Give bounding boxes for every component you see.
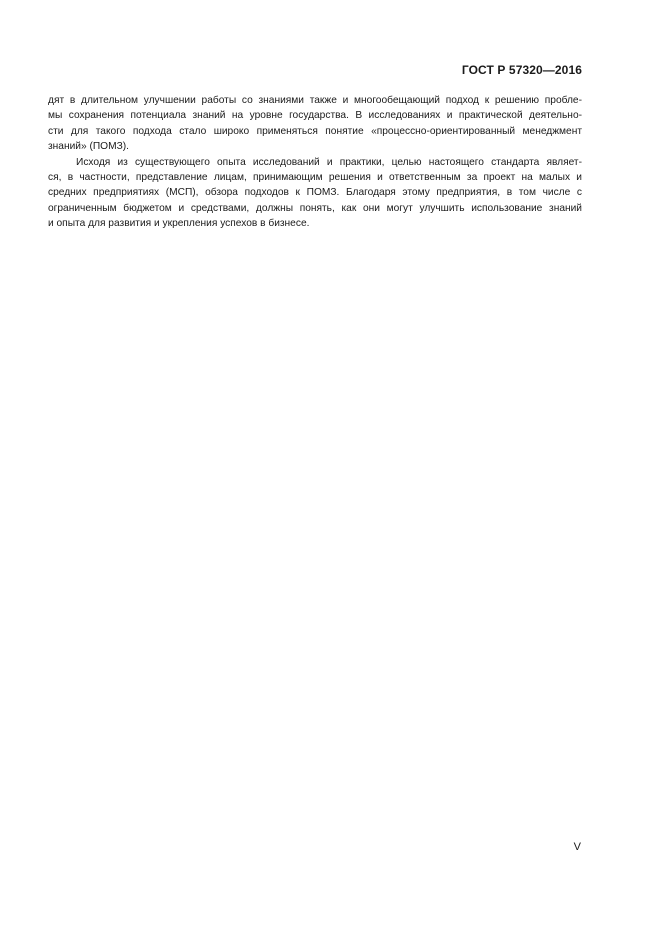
paragraph-purpose	[48, 155, 582, 232]
page-number: V	[573, 841, 581, 853]
text-line: знаний» (ПОМЗ).	[48, 141, 129, 153]
text-line: ограниченным бюджетом и средствами, должны понять, как они могут улучшить использование знаний	[48, 202, 582, 214]
text-line: ся, в частности, представление лицам, принимающим решения и ответственным за проект на малых и	[48, 172, 582, 184]
document-code-header: ГОСТ Р 57320—2016	[461, 63, 582, 77]
text-line: дят в длительном улучшении работы со знаниями также и многообещающий подход к решению пробле-	[48, 95, 582, 106]
text-line: Исходя из существующего опыта исследований и практики, целью настоящего стандарта являет-	[76, 156, 582, 168]
text-line: средних предприятиях (МСП), обзора подходов к ПОМЗ. Благодаря этому предприятия, в том числе с	[48, 187, 582, 199]
document-body	[48, 93, 582, 232]
text-line: и опыта для развития и укрепления успехов в бизнесе.	[48, 218, 310, 230]
text-line: мы сохранения потенциала знаний на уровне государства. В исследованиях и практической деятельно-	[48, 110, 582, 122]
paragraph-continuation	[48, 93, 582, 155]
text-line: сти для такого подхода стало широко применяться понятие «процессно-ориентированный менеджмент	[48, 125, 582, 137]
